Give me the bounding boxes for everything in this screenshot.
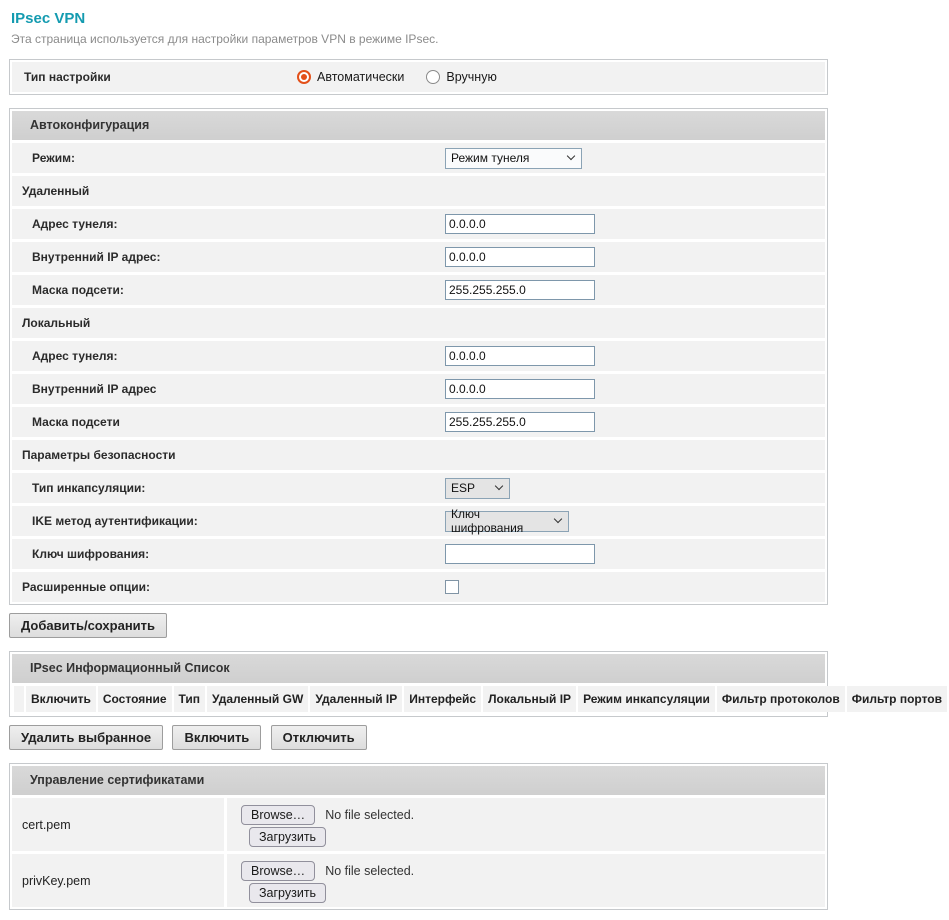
privkey-pem-upload-button[interactable]: Загрузить xyxy=(249,883,326,903)
radio-manual-label: Вручную xyxy=(446,70,497,84)
column-protocol-filter: Фильтр протоколов xyxy=(717,686,845,712)
ike-auth-method-select[interactable] xyxy=(445,507,569,535)
encapsulation-type-row xyxy=(12,473,825,503)
delete-selected-button[interactable]: Удалить выбранное xyxy=(9,725,163,750)
column-encapsulation-mode: Режим инкапсуляции xyxy=(578,686,715,712)
autoconfig-header: Автоконфигурация xyxy=(12,111,825,140)
advanced-options-row xyxy=(12,572,825,602)
local-internal-ip-input[interactable] xyxy=(445,379,595,399)
remote-tunnel-address-row xyxy=(12,209,825,239)
local-internal-ip-label: Внутренний IP адрес xyxy=(32,382,157,396)
radio-manual[interactable] xyxy=(426,70,440,84)
list-actions-row xyxy=(9,725,828,750)
info-list-table xyxy=(12,684,949,714)
remote-subnet-mask-label: Маска подсети: xyxy=(32,283,124,297)
local-subnet-mask-label: Маска подсети xyxy=(32,415,120,429)
enable-button[interactable]: Включить xyxy=(172,725,261,750)
info-list-header: IPsec Информационный Список xyxy=(12,654,825,683)
ike-auth-method-select-value: Ключ шифрования xyxy=(451,507,524,535)
mode-label: Режим: xyxy=(32,151,75,165)
radio-automatic[interactable] xyxy=(297,70,311,84)
remote-internal-ip-label: Внутренний IP адрес: xyxy=(32,250,161,264)
cert-pem-upload-button[interactable]: Загрузить xyxy=(249,827,326,847)
remote-tunnel-address-input[interactable] xyxy=(445,214,595,234)
certificates-header: Управление сертификатами xyxy=(12,766,825,795)
remote-section-label: Удаленный xyxy=(22,184,90,198)
add-save-row xyxy=(9,613,828,638)
privkey-pem-row xyxy=(12,854,825,907)
page-title: IPsec VPN xyxy=(11,10,86,27)
local-subnet-mask-input[interactable] xyxy=(445,412,595,432)
column-remote-ip: Удаленный IP xyxy=(310,686,402,712)
encapsulation-type-select-value: ESP xyxy=(451,481,476,495)
security-section-label: Параметры безопасности xyxy=(22,448,176,462)
info-list-box xyxy=(9,651,942,717)
advanced-options-label: Расширенные опции: xyxy=(22,580,151,594)
mode-select-value: Режим тунеля xyxy=(451,151,530,165)
remote-tunnel-address-label: Адрес тунеля: xyxy=(32,217,118,231)
chevron-down-icon xyxy=(495,482,503,490)
remote-subnet-mask-input[interactable] xyxy=(445,280,595,300)
autoconfig-box xyxy=(9,108,828,605)
page-subtitle: Эта страница используется для настройки параметров VPN в режиме IPsec. xyxy=(11,32,439,46)
setup-type-box xyxy=(9,59,828,95)
cert-pem-browse-button[interactable]: Browse… xyxy=(241,805,315,825)
chevron-down-icon xyxy=(554,515,562,523)
advanced-options-checkbox[interactable] xyxy=(445,580,459,594)
encryption-key-input[interactable] xyxy=(445,544,595,564)
encryption-key-label: Ключ шифрования: xyxy=(32,547,150,561)
column-state: Состояние xyxy=(98,686,172,712)
remote-subnet-mask-row xyxy=(12,275,825,305)
setup-type-label: Тип настройки xyxy=(24,70,111,84)
security-section-row xyxy=(12,440,825,470)
column-remote-gw: Удаленный GW xyxy=(207,686,308,712)
column-enable: Включить xyxy=(26,686,96,712)
mode-row xyxy=(12,143,825,173)
column-interface: Интерфейс xyxy=(404,686,481,712)
cert-pem-no-file-text: No file selected. xyxy=(325,808,415,822)
ike-auth-method-label: IKE метод аутентификации: xyxy=(32,514,198,528)
local-section-row xyxy=(12,308,825,338)
info-list-header-row xyxy=(14,686,947,712)
ike-auth-method-row xyxy=(12,506,825,536)
encapsulation-type-label: Тип инкапсуляции: xyxy=(32,481,146,495)
chevron-down-icon xyxy=(567,152,575,160)
column-type: Тип xyxy=(174,686,206,712)
local-subnet-mask-row xyxy=(12,407,825,437)
remote-internal-ip-input[interactable] xyxy=(445,247,595,267)
disable-button[interactable]: Отключить xyxy=(271,725,367,750)
column-port-filter: Фильтр портов xyxy=(847,686,947,712)
setup-type-row xyxy=(12,62,825,92)
local-tunnel-address-input[interactable] xyxy=(445,346,595,366)
mode-select[interactable] xyxy=(445,148,582,169)
cert-pem-name: cert.pem xyxy=(12,798,224,851)
remote-internal-ip-row xyxy=(12,242,825,272)
encapsulation-type-select[interactable] xyxy=(445,478,510,499)
remote-section-row xyxy=(12,176,825,206)
add-save-button[interactable]: Добавить/сохранить xyxy=(9,613,167,638)
setup-type-radio-group xyxy=(297,70,519,84)
radio-automatic-label: Автоматически xyxy=(317,70,405,84)
cert-pem-row xyxy=(12,798,825,851)
local-section-label: Локальный xyxy=(22,316,91,330)
privkey-pem-browse-button[interactable]: Browse… xyxy=(241,861,315,881)
local-tunnel-address-row xyxy=(12,341,825,371)
local-tunnel-address-label: Адрес тунеля: xyxy=(32,349,118,363)
privkey-pem-name: privKey.pem xyxy=(12,854,224,907)
column-local-ip: Локальный IP xyxy=(483,686,576,712)
encryption-key-row xyxy=(12,539,825,569)
local-internal-ip-row xyxy=(12,374,825,404)
privkey-pem-no-file-text: No file selected. xyxy=(325,864,415,878)
certificates-box xyxy=(9,763,828,910)
column-checkbox xyxy=(14,686,24,712)
